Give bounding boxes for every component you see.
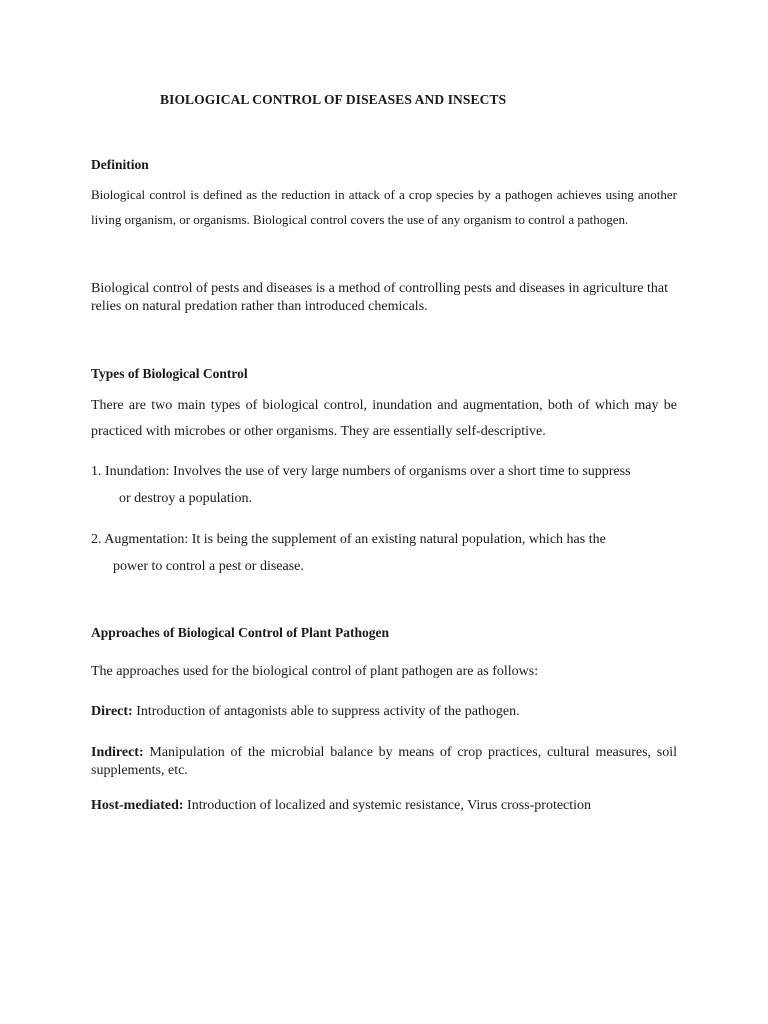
- definition-heading: Definition: [91, 157, 149, 172]
- approach-text: Manipulation of the microbial balance by means of crop practices, cultural measures, soil supplements, etc.: [91, 745, 677, 778]
- approaches-intro: The approaches used for the biological control of plant pathogen are as follows:: [91, 664, 539, 679]
- list-item-continuation: or destroy a population.: [119, 491, 252, 506]
- types-heading: Types of Biological Control: [91, 366, 248, 381]
- approach-direct: [91, 703, 677, 721]
- definition-paragraph-1: Biological control is defined as the reduction in attack of a crop species by a pathogen achieves using another living organism, or organisms. Biological control covers the use of any organism to control a pathogen.: [91, 187, 677, 227]
- approach-label: Host-mediated:: [91, 798, 184, 813]
- approach-host-mediated: [91, 797, 677, 815]
- approach-text: Introduction of localized and systemic resistance, Virus cross-protection: [183, 798, 592, 813]
- approach-indirect: [91, 744, 677, 780]
- approaches-heading: Approaches of Biological Control of Plant Pathogen: [91, 625, 390, 640]
- approach-label: Direct:: [91, 704, 133, 719]
- list-item-continuation: power to control a pest or disease.: [113, 559, 304, 574]
- approach-text: Introduction of antagonists able to suppress activity of the pathogen.: [132, 704, 520, 719]
- types-list-item-inundation: [91, 458, 677, 512]
- list-item-line: 1. Inundation: Involves the use of very large numbers of organisms over a short time to suppress: [91, 464, 631, 479]
- types-intro: There are two main types of biological control, inundation and augmentation, both of which may be practiced with microbes or other organisms. They are essentially self-descriptive.: [91, 398, 677, 439]
- document-title: BIOLOGICAL CONTROL OF DISEASES AND INSECTS: [160, 92, 507, 107]
- definition-paragraph-2: Biological control of pests and diseases is a method of controlling pests and diseases in agriculture that relies on natural predation rather than introduced chemicals.: [91, 281, 668, 314]
- approach-label: Indirect:: [91, 745, 144, 760]
- types-list-item-augmentation: [91, 526, 677, 580]
- list-item-line: 2. Augmentation: It is being the supplement of an existing natural population, which has the: [91, 532, 606, 547]
